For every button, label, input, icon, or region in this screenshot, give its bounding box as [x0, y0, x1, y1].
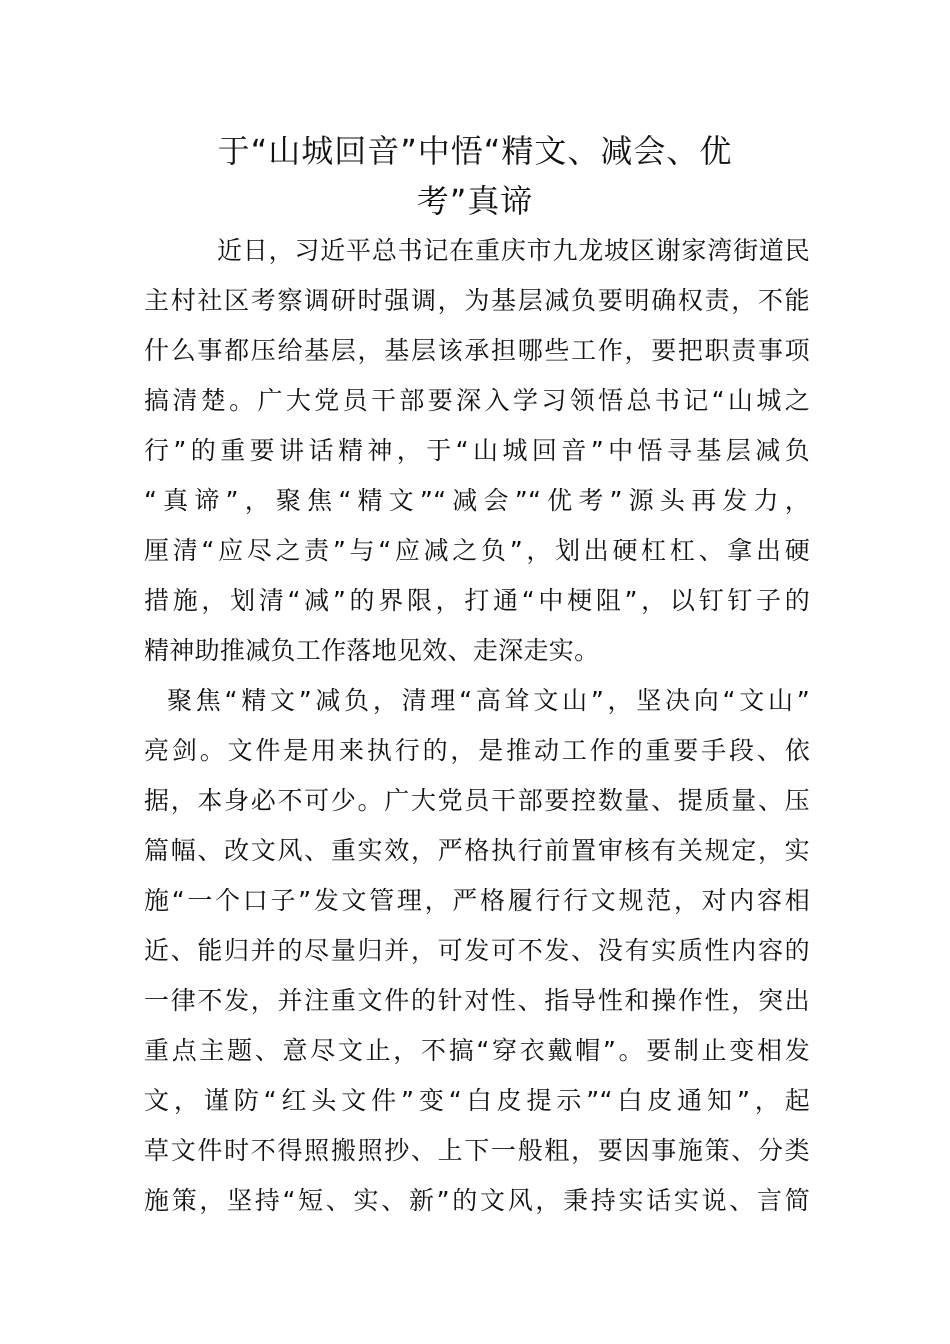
text-line: 草文件时不得照搬照抄、上下一般粗，要因事施策、分类	[144, 1136, 810, 1165]
text-line: 篇幅、改文风、重实效，严格执行前置审核有关规定，实	[144, 836, 810, 865]
text-line: 亮剑。文件是用来执行的，是推动工作的重要手段、依	[144, 736, 810, 765]
title-line: 考”真谛	[416, 182, 534, 220]
text-line: 近日，习近平总书记在重庆市九龙坡区谢家湾街道民	[217, 236, 810, 265]
paragraph-2	[144, 676, 810, 1226]
text-line: 文，谨防“红头文件”变“白皮提示”“白皮通知”，起	[144, 1086, 810, 1115]
text-line: 重点主题、意尽文止，不搞“穿衣戴帽”。要制止变相发	[144, 1036, 810, 1065]
text-line: 近、能归并的尽量归并，可发可不发、没有实质性内容的	[144, 936, 810, 965]
document-body	[144, 226, 810, 1226]
text-line: 施策，坚持“短、实、新”的文风，秉持实话实说、言简	[144, 1186, 810, 1215]
text-line: 什么事都压给基层，基层该承担哪些工作，要把职责事项	[144, 336, 810, 365]
text-line: 聚焦“精文”减负，清理“高耸文山”，坚决向“文山”	[167, 686, 810, 715]
text-line: 厘清“应尽之责”与“应减之负”，划出硬杠杠、拿出硬	[144, 536, 810, 565]
text-line: 施“一个口子”发文管理，严格履行行文规范，对内容相	[144, 886, 810, 915]
text-line: 行”的重要讲话精神，于“山城回音”中悟寻基层减负	[144, 436, 810, 465]
document-title	[140, 126, 810, 226]
text-line: 一律不发，并注重文件的针对性、指导性和操作性，突出	[144, 986, 810, 1015]
paragraph-1	[144, 226, 810, 676]
text-line: 精神助推减负工作落地见效、走深走实。	[144, 636, 600, 665]
text-line: 主村社区考察调研时强调，为基层减负要明确权责，不能	[144, 286, 810, 315]
text-line: “真谛”，聚焦“精文”“减会”“优考”源头再发力，	[144, 486, 810, 515]
title-line: 于“山城回音”中悟“精文、减会、优	[217, 132, 733, 170]
text-line: 措施，划清“减”的界限，打通“中梗阻”，以钉钉子的	[144, 586, 810, 615]
text-line: 据，本身必不可少。广大党员干部要控数量、提质量、压	[144, 786, 810, 815]
text-line: 搞清楚。广大党员干部要深入学习领悟总书记“山城之	[144, 386, 810, 415]
